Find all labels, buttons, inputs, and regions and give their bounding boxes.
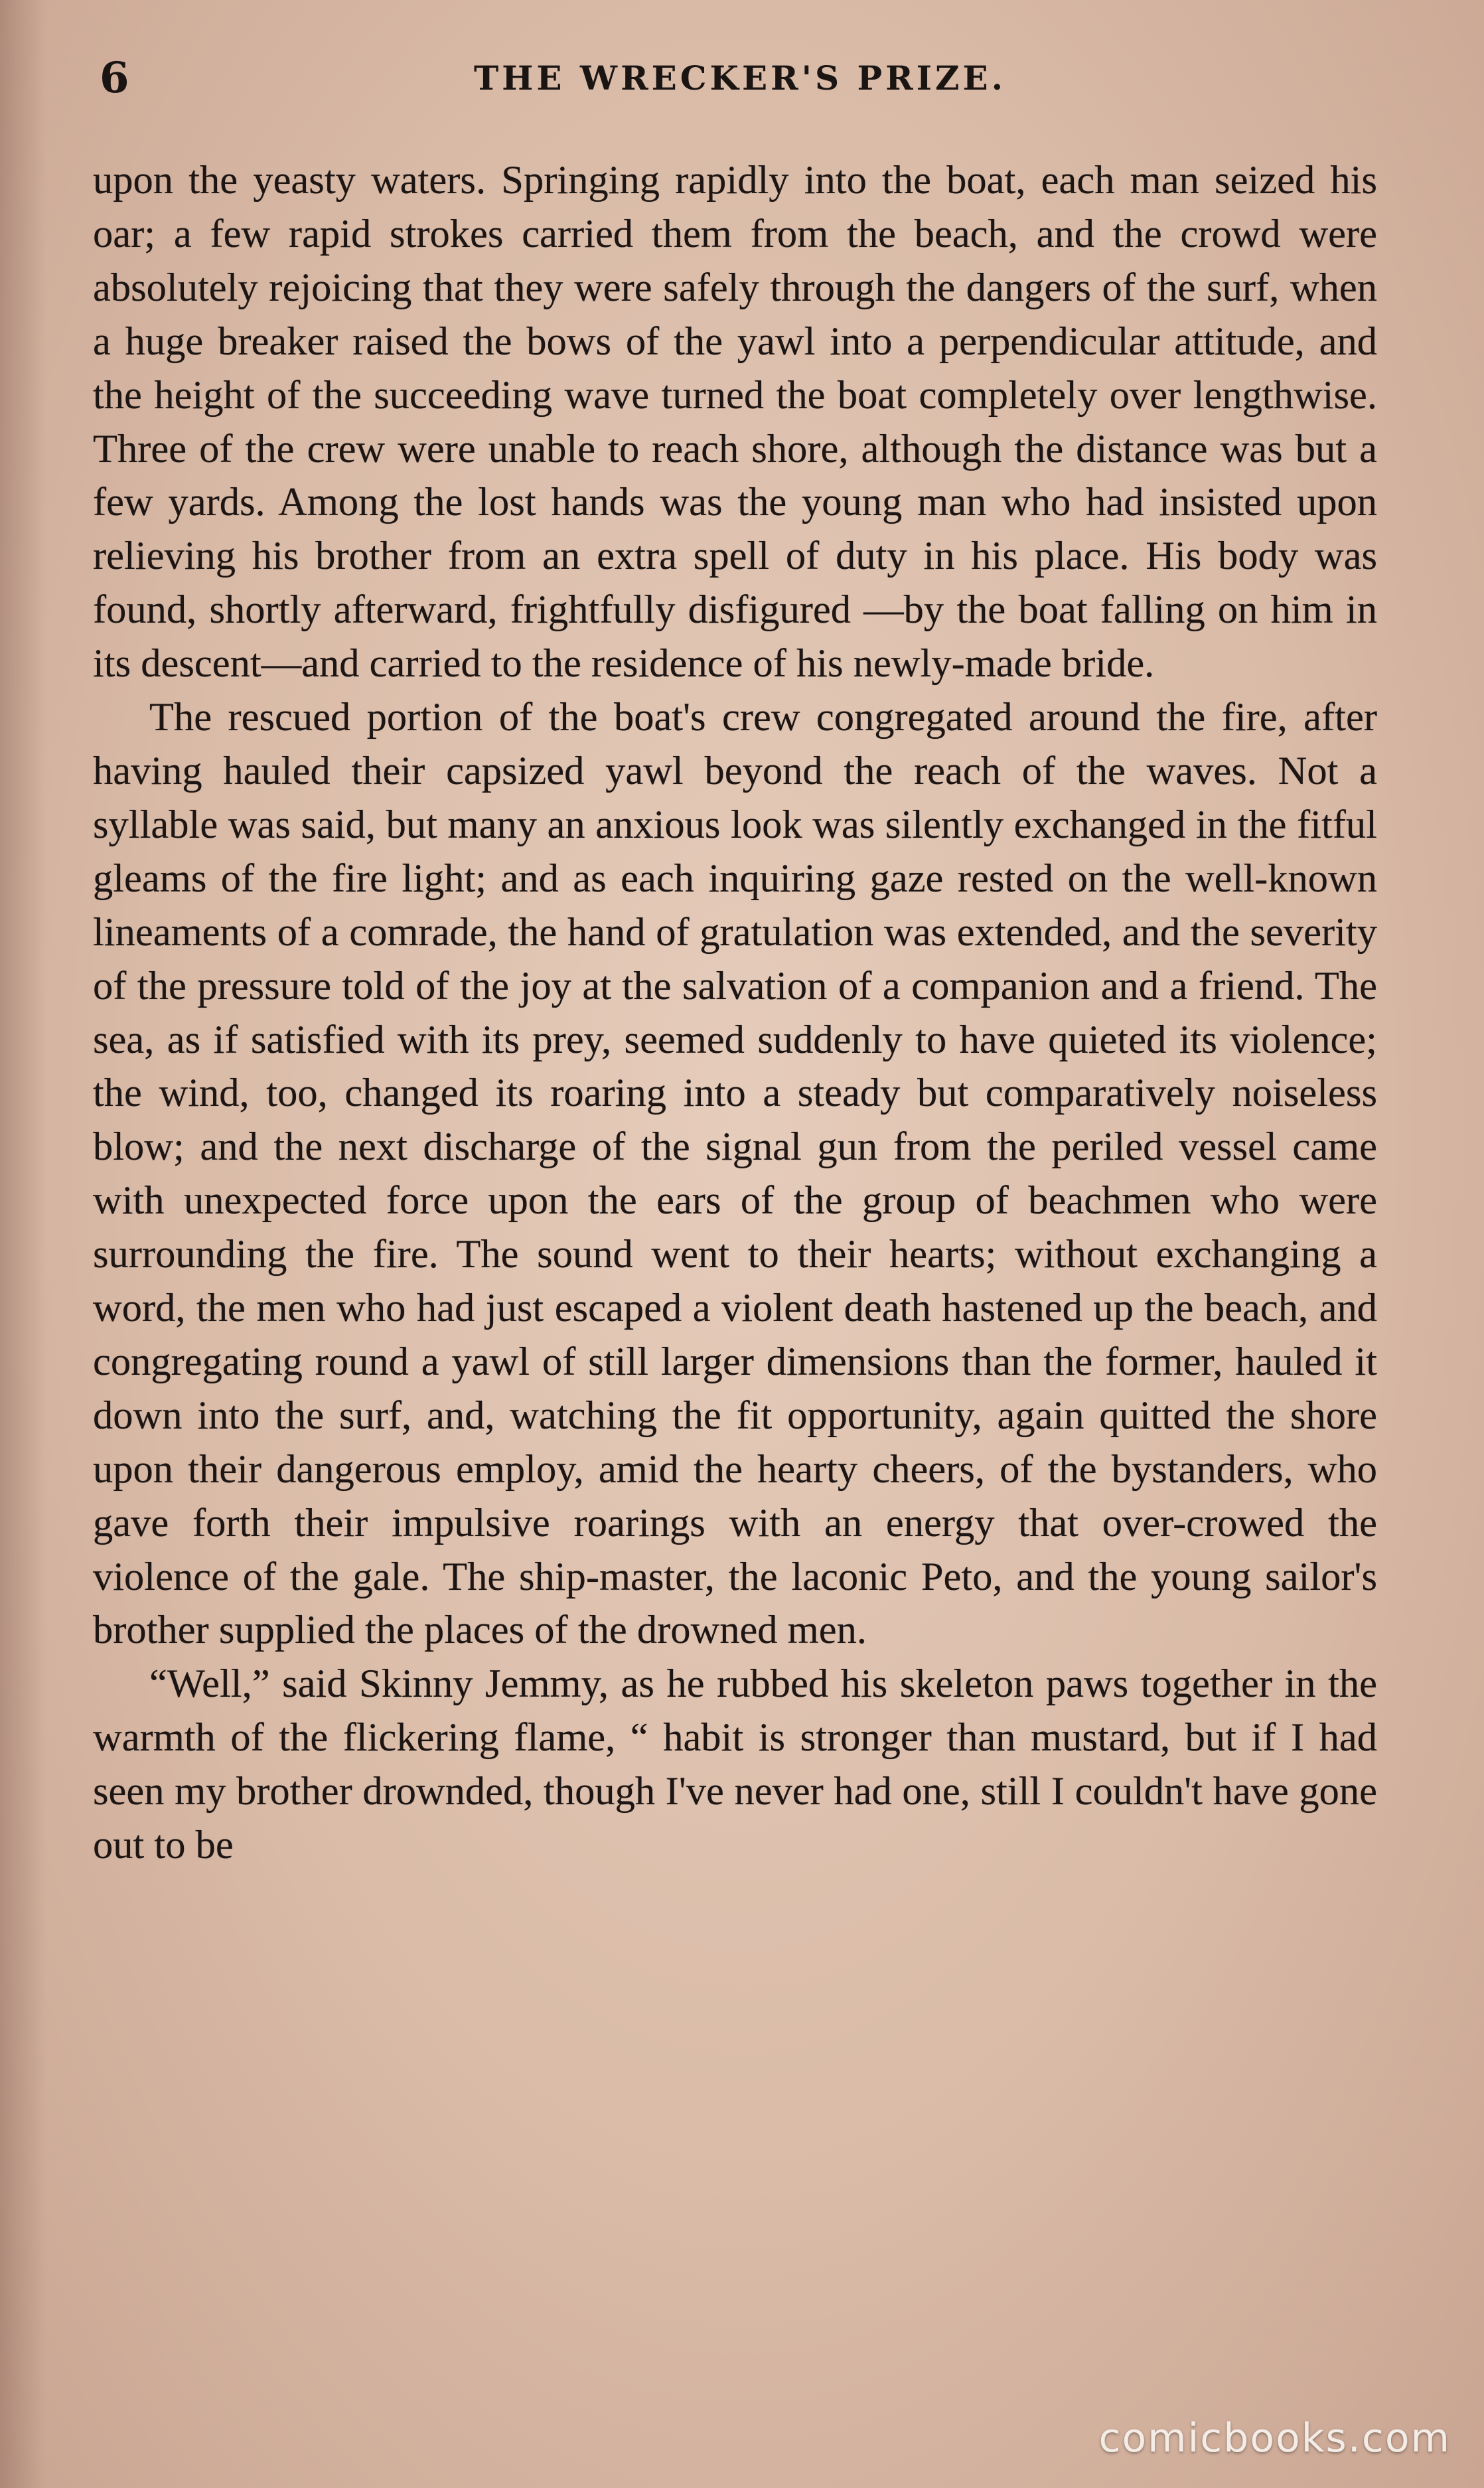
paragraph-continued: upon the yeasty waters. Springing rapidly into the boat, each man seized his oar; a few rapid strokes carried them from the beach, and the crowd were absolutely rejoicing that they were safely through the dangers of the surf, when a huge breaker raised the bows of the yawl into a perpendicular attitude, and the height of the succeeding wave turned the boat completely over lengthwise. Three of the crew were unable to reach shore, although the distance was but a few yards. Among the lost hands was the young man who had insisted upon relieving his brother from an extra spell of duty in his place. His body was found, shortly afterward, frightfully disfigured —by the boat falling on him in its descent—and carried to the residence of his newly-made bride.	[93, 158, 1377, 686]
body-text	[93, 154, 1377, 1873]
page-header	[100, 53, 1380, 113]
watermark: comicbooks.com	[1098, 2415, 1451, 2461]
paragraph-skinny-jemmy: “Well,” said Skinny Jemmy, as he rubbed his skeleton paws together in the warmth of the flickering flame, “ habit is stronger than mustard, but if I had seen my brother drownded, though I've never had one, still I couldn't have gone out to be	[93, 1662, 1377, 1868]
page-gutter-shadow	[0, 0, 46, 2488]
running-title: THE WRECKER'S PRIZE.	[473, 58, 1007, 98]
paragraph-rescued-crew: The rescued portion of the boat's crew congregated around the fire, after having hauled their capsized yawl beyond the reach of the waves. Not a syllable was said, but many an anxious look was silently exchanged in the fitful gleams of the fire light; and as each inquiring gaze rested on the well-known lineaments of a comrade, the hand of gratulation was extended, and the severity of the pressure told of the joy at the salvation of a companion and a friend. The sea, as if satisfied with its prey, seemed suddenly to have quieted its violence; the wind, too, changed its roaring into a steady but comparatively noiseless blow; and the next discharge of the signal gun from the periled vessel came with unexpected force upon the ears of the group of beachmen who were surrounding the fire. The sound went to their hearts; without exchanging a word, the men who had just escaped a violent death hastened up the beach, and congregating round a yawl of still larger dimensions than the former, hauled it down into the surf, and, watching the fit opportunity, again quitted the shore upon their dangerous employ, amid the hearty cheers, of the bystanders, who gave forth their impulsive roarings with an energy that over-crowed the violence of the gale. The ship-master, the laconic Peto, and the young sailor's brother supplied the places of the drowned men.	[93, 695, 1377, 1653]
page-number: 6	[100, 53, 129, 103]
